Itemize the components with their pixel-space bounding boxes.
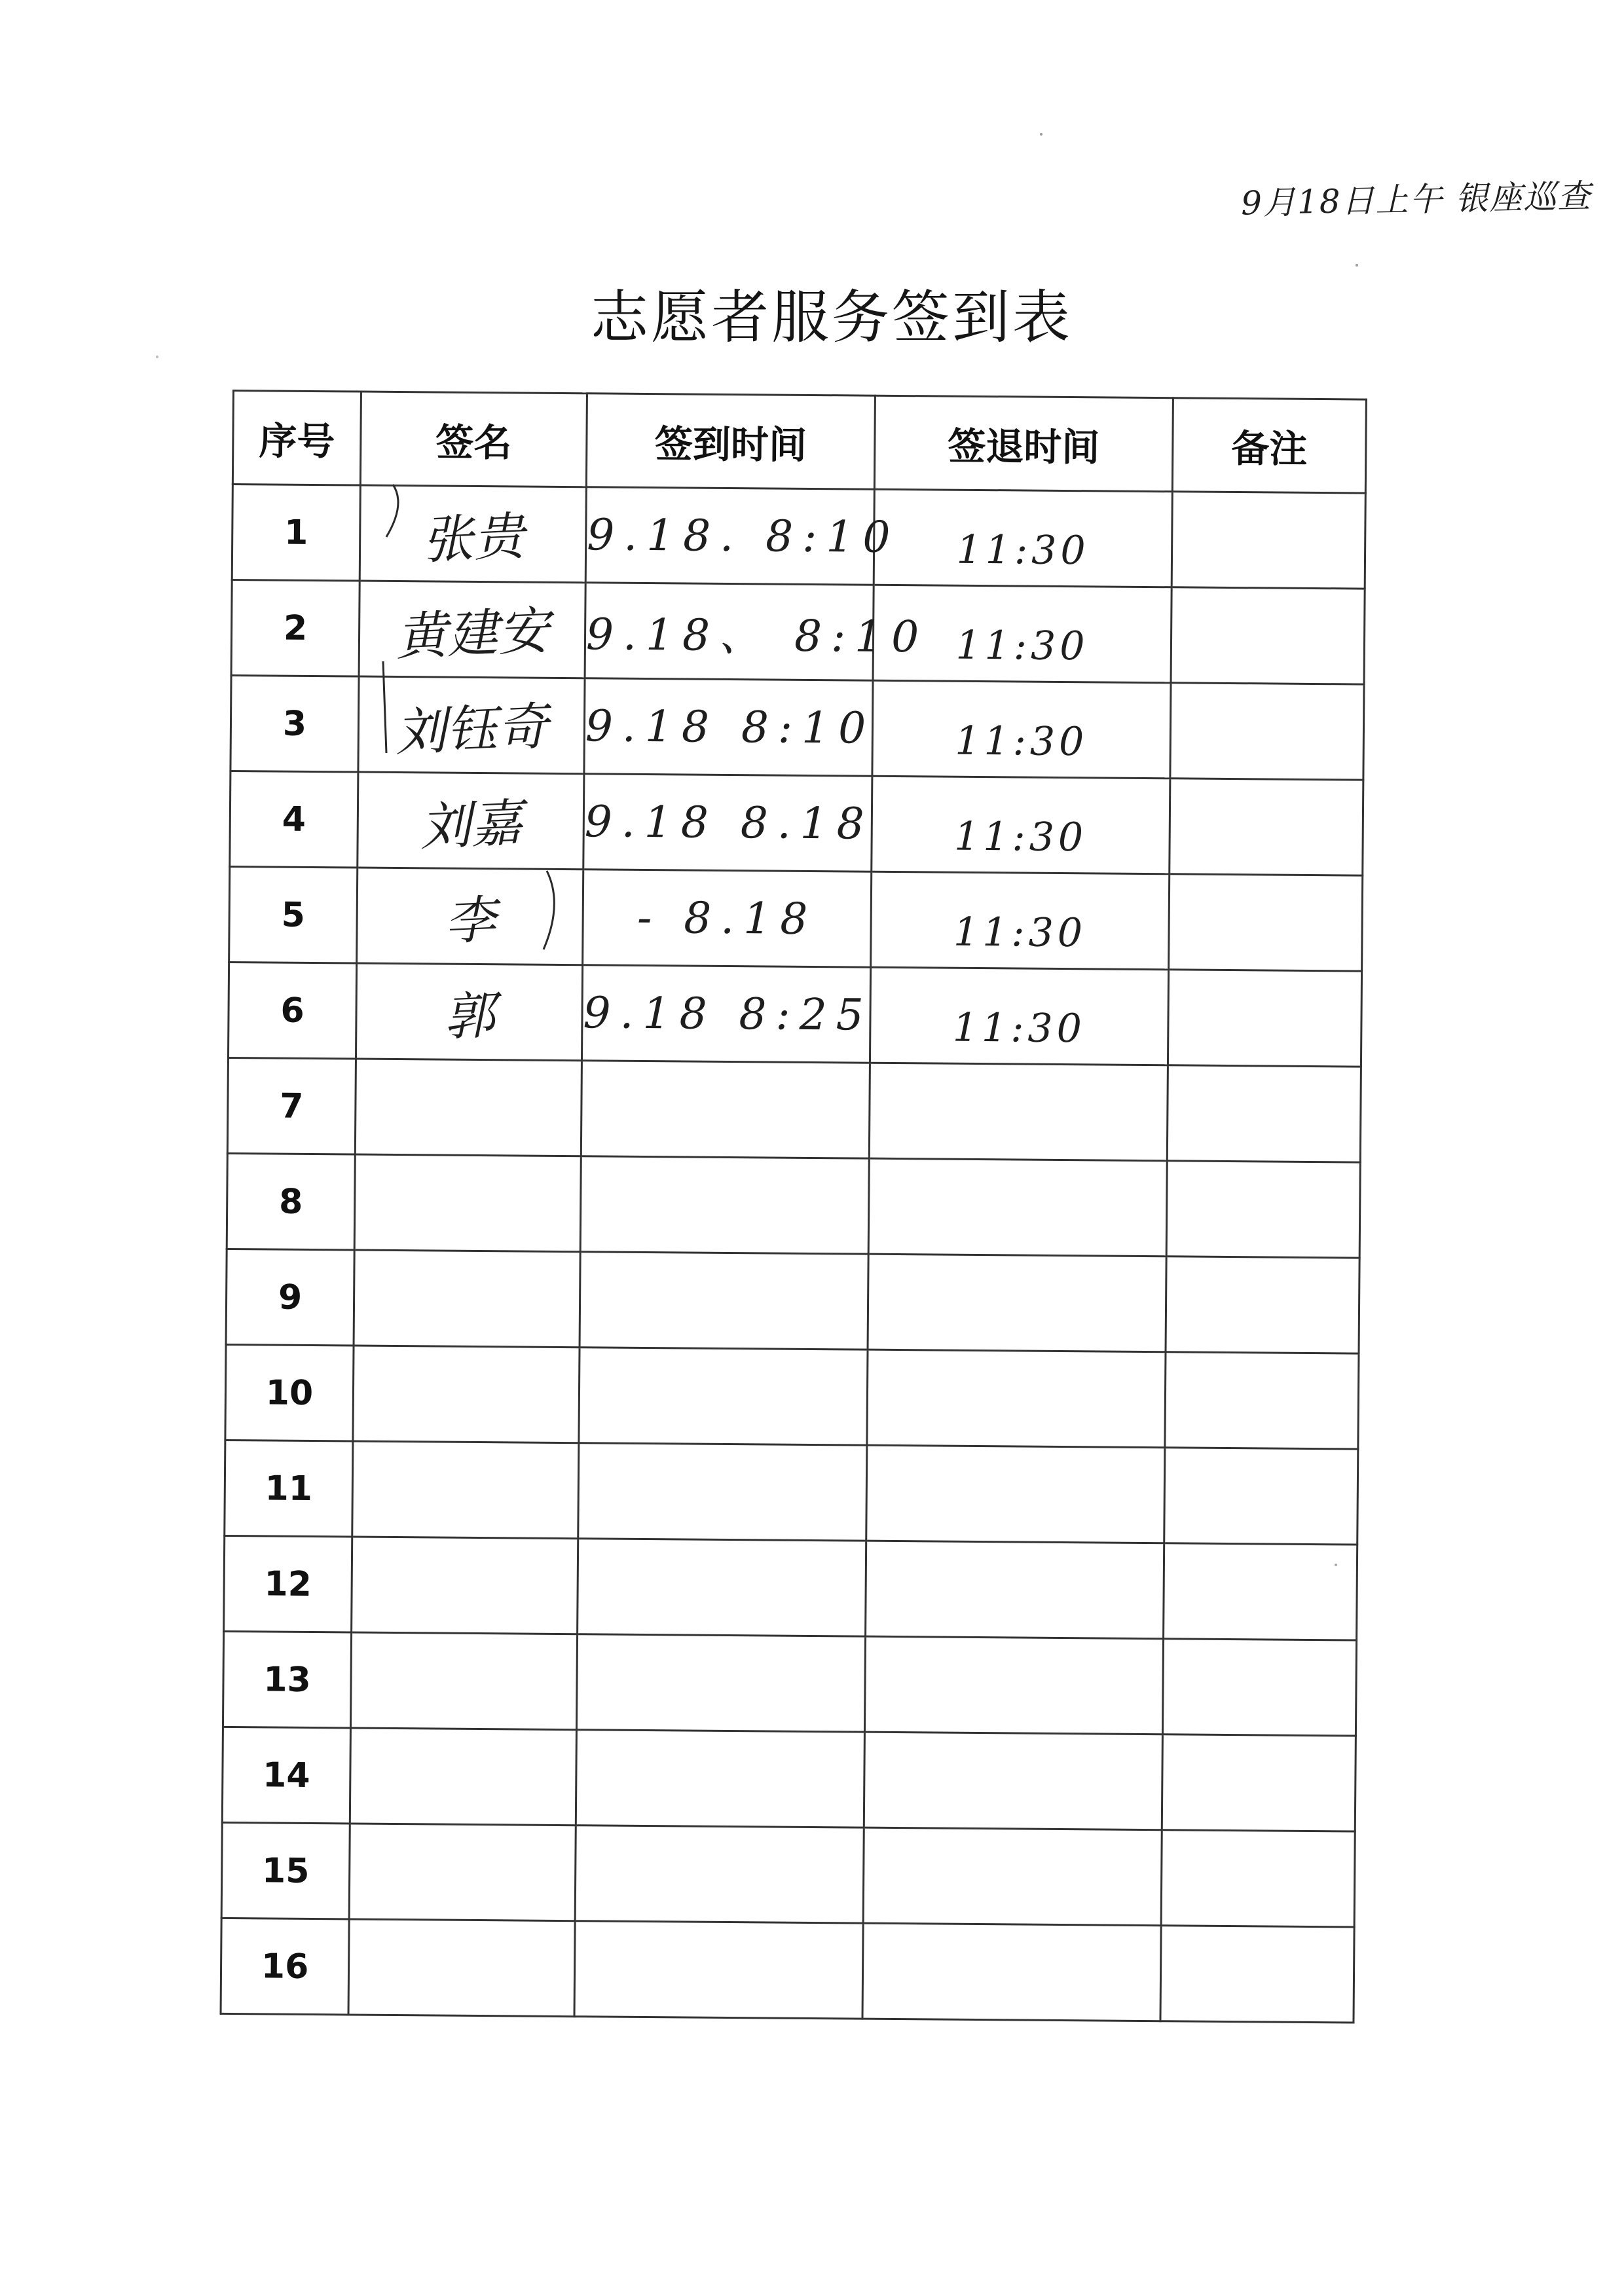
remark-cell — [1171, 587, 1365, 684]
remark-cell — [1167, 1065, 1361, 1162]
signature-cell — [359, 581, 585, 678]
checkout-text: 11:30 — [953, 813, 1088, 860]
checkin-cell — [580, 1156, 869, 1254]
remark-cell — [1162, 1639, 1356, 1736]
row-number: 6 — [228, 962, 356, 1059]
handwritten-annotation: 9月18日上午 银座巡查 — [1240, 177, 1592, 223]
signature-cell — [357, 868, 583, 965]
remark-cell — [1164, 1543, 1357, 1640]
checkout-cell — [864, 1732, 1162, 1830]
checkin-text: - 8.18 — [637, 892, 817, 945]
signature-cell — [354, 1154, 581, 1252]
checkin-cell — [581, 1061, 870, 1158]
signature-cell — [349, 1824, 576, 1921]
row-number: 5 — [229, 866, 358, 963]
signature-text: 李 — [443, 890, 497, 952]
checkin-cell — [576, 1730, 864, 1827]
header-signature: 签名 — [360, 392, 587, 487]
row-number: 2 — [231, 580, 360, 677]
table-row — [225, 1440, 1358, 1545]
row-number: 4 — [230, 771, 358, 868]
checkout-cell — [874, 489, 1172, 587]
checkout-cell — [871, 872, 1170, 970]
remark-cell — [1168, 970, 1361, 1067]
signin-sheet — [220, 390, 1365, 2024]
checkin-cell — [574, 1921, 863, 2019]
table-row — [221, 1822, 1355, 1927]
signature-text: 刘嘉 — [418, 793, 524, 857]
checkin-text: 9.18 8.18 — [584, 796, 874, 849]
table-row — [223, 1631, 1356, 1736]
signin-table — [220, 390, 1367, 2024]
checkin-cell — [579, 1348, 868, 1445]
checkin-cell — [575, 1826, 864, 1923]
table-row — [229, 866, 1363, 971]
checkin-text: 9.18. 8:10 — [586, 509, 900, 563]
signature-cell — [355, 1059, 581, 1156]
remark-cell — [1161, 1830, 1355, 1927]
checkout-cell — [867, 1349, 1166, 1448]
table-row — [225, 1344, 1359, 1449]
checkout-text: 11:30 — [956, 526, 1090, 574]
remark-cell — [1169, 874, 1363, 971]
checkout-text: 11:30 — [955, 718, 1088, 765]
table-row — [226, 1249, 1359, 1353]
signature-text: 黄建安 — [394, 601, 551, 667]
checkout-text: 11:30 — [952, 1004, 1086, 1052]
signature-cell — [352, 1537, 578, 1634]
checkin-cell — [584, 678, 876, 776]
row-number: 11 — [225, 1440, 353, 1537]
signature-text: 郭 — [442, 985, 496, 1048]
table-row — [231, 675, 1364, 780]
checkout-text: 11:30 — [953, 909, 1087, 956]
checkin-cell — [585, 487, 900, 585]
signature-text: 张贵 — [420, 506, 526, 570]
row-number: 15 — [221, 1822, 350, 1919]
remark-cell — [1170, 779, 1363, 875]
checkout-cell — [866, 1445, 1165, 1543]
checkin-cell — [583, 774, 872, 872]
header-checkout-time: 签退时间 — [874, 395, 1173, 492]
checkout-cell — [863, 1827, 1162, 1926]
row-number: 8 — [227, 1153, 355, 1250]
checkin-text: 9.18 8:10 — [585, 701, 876, 754]
checkin-cell — [581, 965, 873, 1063]
checkout-cell — [864, 1636, 1163, 1735]
remark-cell — [1162, 1735, 1356, 1831]
table-row — [228, 962, 1361, 1067]
table-row — [222, 1727, 1356, 1831]
table-row — [232, 485, 1365, 589]
checkin-cell — [576, 1634, 865, 1732]
remark-cell — [1164, 1448, 1358, 1545]
signature-cell — [353, 1346, 580, 1443]
remark-cell — [1166, 1161, 1360, 1258]
checkin-text: 9.18 8:25 — [583, 987, 873, 1040]
signature-cell — [360, 485, 586, 583]
table-row — [227, 1153, 1360, 1258]
checkout-cell — [862, 1923, 1161, 2021]
checkout-cell — [869, 1063, 1168, 1161]
table-row — [230, 771, 1363, 875]
row-number: 13 — [223, 1631, 351, 1728]
table-row — [224, 1535, 1357, 1640]
header-remarks: 备注 — [1172, 398, 1366, 493]
header-index: 序号 — [232, 391, 361, 486]
signature-cell — [356, 963, 582, 1061]
signature-cell — [352, 1441, 579, 1539]
signature-cell — [358, 772, 584, 870]
checkin-cell — [578, 1539, 866, 1636]
row-number: 9 — [226, 1249, 354, 1346]
checkout-cell — [872, 680, 1171, 779]
checkout-text: 11:30 — [955, 622, 1089, 669]
page-title: 志愿者服务签到表 — [590, 284, 1073, 351]
remark-cell — [1160, 1926, 1354, 2023]
header-row — [232, 391, 1366, 494]
checkin-text: 9.18、 8:10 — [585, 609, 929, 663]
remark-cell — [1165, 1352, 1359, 1449]
checkout-cell — [872, 776, 1170, 874]
row-number: 16 — [221, 1918, 349, 2015]
checkout-cell — [866, 1541, 1164, 1639]
remark-cell — [1172, 492, 1365, 589]
table-row — [221, 1918, 1354, 2023]
checkin-cell — [583, 870, 872, 967]
row-number: 12 — [224, 1535, 352, 1632]
row-number: 3 — [231, 675, 359, 772]
signature-cell — [348, 1919, 575, 2017]
checkin-cell — [585, 583, 929, 680]
table-row — [227, 1057, 1361, 1162]
row-number: 1 — [232, 485, 360, 581]
remark-cell — [1166, 1257, 1359, 1353]
row-number: 7 — [227, 1057, 356, 1154]
checkout-cell — [870, 967, 1168, 1065]
checkout-cell — [868, 1158, 1167, 1257]
remark-cell — [1170, 683, 1364, 780]
table-row — [231, 580, 1365, 685]
signature-cell — [350, 1632, 577, 1730]
checkin-cell — [580, 1252, 868, 1349]
checkin-cell — [578, 1443, 867, 1541]
signature-cell — [358, 676, 585, 774]
signature-cell — [350, 1728, 576, 1826]
signature-text: 刘钰奇 — [394, 697, 550, 763]
checkout-cell — [868, 1254, 1166, 1352]
row-number: 10 — [225, 1344, 354, 1441]
row-number: 14 — [222, 1727, 350, 1824]
header-checkin-time: 签到时间 — [586, 394, 875, 489]
signature-cell — [354, 1250, 580, 1348]
